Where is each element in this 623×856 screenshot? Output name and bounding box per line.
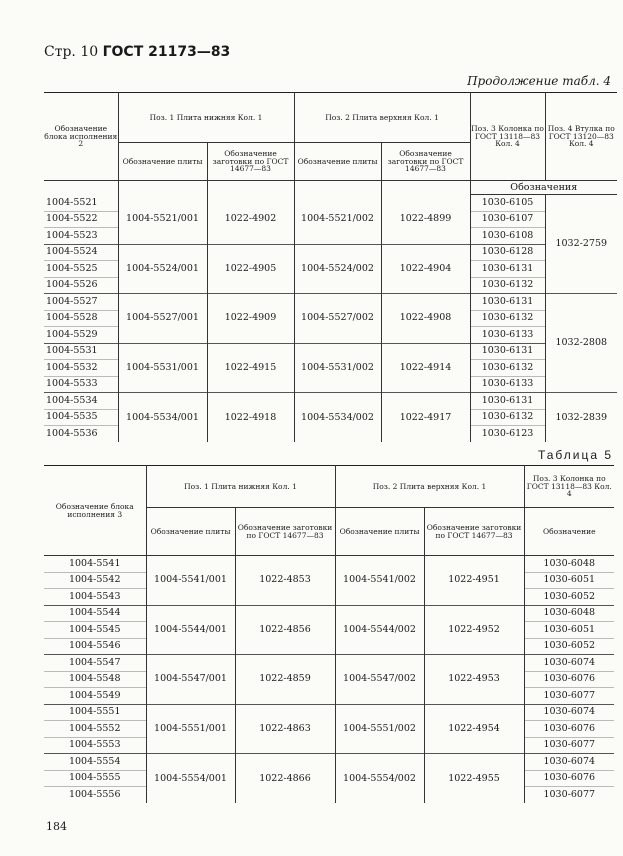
column-designation: 1030-6077 bbox=[524, 688, 614, 705]
upper-plate-designation: 1004-5544/002 bbox=[335, 605, 424, 655]
upper-plate-designation: 1004-5524/002 bbox=[294, 244, 381, 294]
column-designation: 1030-6132 bbox=[470, 360, 545, 377]
column-designation: 1030-6052 bbox=[524, 638, 614, 655]
block-designation: 1004-5553 bbox=[44, 737, 146, 754]
upper-plate-designation: 1004-5541/002 bbox=[335, 556, 424, 606]
block-designation: 1004-5548 bbox=[44, 671, 146, 688]
column-designation: 1030-6132 bbox=[470, 409, 545, 426]
upper-plate-designation: 1004-5531/002 bbox=[294, 343, 381, 393]
block-designation: 1004-5528 bbox=[44, 310, 118, 327]
column-designation: 1030-6074 bbox=[524, 754, 614, 771]
table-row bbox=[44, 393, 617, 410]
header-block-designation: Обозначение блока исполнения 2 bbox=[44, 93, 118, 181]
upper-blank-designation: 1022-4952 bbox=[424, 605, 524, 655]
lower-blank-designation: 1022-4909 bbox=[207, 294, 294, 344]
table-5-title: Таблица 5 bbox=[537, 448, 613, 462]
table-row bbox=[44, 195, 617, 212]
block-designation: 1004-5523 bbox=[44, 228, 118, 245]
block-designation: 1004-5546 bbox=[44, 638, 146, 655]
upper-blank-designation: 1022-4951 bbox=[424, 556, 524, 606]
block-designation: 1004-5554 bbox=[44, 754, 146, 771]
header-blank-designation-1: Обозначение заготовки по ГОСТ 14677—83 bbox=[235, 508, 335, 556]
header-pos4: Поз. 4 Втулка по ГОСТ 13120—83 Кол. 4 bbox=[545, 93, 617, 181]
header-plate-designation-2: Обозначение плиты bbox=[294, 143, 381, 181]
lower-plate-designation: 1004-5524/001 bbox=[118, 244, 207, 294]
column-designation: 1030-6108 bbox=[470, 228, 545, 245]
block-designation: 1004-5555 bbox=[44, 770, 146, 787]
column-designation: 1030-6051 bbox=[524, 572, 614, 589]
lower-blank-designation: 1022-4856 bbox=[235, 605, 335, 655]
table-row bbox=[44, 244, 617, 261]
column-designation: 1030-6132 bbox=[470, 277, 545, 294]
column-designation: 1030-6131 bbox=[470, 294, 545, 311]
column-designation: 1030-6076 bbox=[524, 770, 614, 787]
page-header bbox=[44, 44, 230, 60]
header-pos1: Поз. 1 Плита нижняя Кол. 1 bbox=[118, 93, 294, 143]
table-row bbox=[44, 294, 617, 311]
table-4 bbox=[44, 92, 617, 442]
bushing-designation: 1032-2808 bbox=[545, 294, 617, 393]
block-designation: 1004-5551 bbox=[44, 704, 146, 721]
upper-plate-designation: 1004-5527/002 bbox=[294, 294, 381, 344]
lower-blank-designation: 1022-4918 bbox=[207, 393, 294, 443]
upper-blank-designation: 1022-4954 bbox=[424, 704, 524, 754]
lower-plate-designation: 1004-5534/001 bbox=[118, 393, 207, 443]
block-designation: 1004-5536 bbox=[44, 426, 118, 443]
block-designation: 1004-5526 bbox=[44, 277, 118, 294]
table-row bbox=[44, 343, 617, 360]
header-designation: Обозначения bbox=[470, 181, 617, 195]
column-designation: 1030-6077 bbox=[524, 787, 614, 804]
column-designation: 1030-6076 bbox=[524, 721, 614, 738]
lower-blank-designation: 1022-4905 bbox=[207, 244, 294, 294]
spacer-cell bbox=[294, 181, 381, 195]
column-designation: 1030-6105 bbox=[470, 195, 545, 212]
lower-blank-designation: 1022-4902 bbox=[207, 195, 294, 245]
header-blank-designation-2: Обозначение заготовки по ГОСТ 14677—83 bbox=[381, 143, 470, 181]
column-designation: 1030-6107 bbox=[470, 211, 545, 228]
block-designation: 1004-5525 bbox=[44, 261, 118, 278]
header-pos3: Поз. 3 Колонка по ГОСТ 13118—83 Кол. 4 bbox=[524, 466, 614, 508]
upper-blank-designation: 1022-4917 bbox=[381, 393, 470, 443]
header-pos2: Поз. 2 Плита верхняя Кол. 1 bbox=[294, 93, 470, 143]
block-designation: 1004-5535 bbox=[44, 409, 118, 426]
block-designation: 1004-5552 bbox=[44, 721, 146, 738]
upper-blank-designation: 1022-4953 bbox=[424, 655, 524, 705]
lower-plate-designation: 1004-5547/001 bbox=[146, 655, 235, 705]
upper-plate-designation: 1004-5554/002 bbox=[335, 754, 424, 804]
page-prefix: Стр. 10 bbox=[44, 44, 99, 60]
column-designation: 1030-6052 bbox=[524, 589, 614, 606]
header-blank-designation-1: Обозначение заготовки по ГОСТ 14677—83 bbox=[207, 143, 294, 181]
page-number: 184 bbox=[46, 820, 67, 833]
block-designation: 1004-5541 bbox=[68, 557, 121, 569]
spacer-cell bbox=[44, 181, 118, 195]
upper-plate-designation: 1004-5547/002 bbox=[335, 655, 424, 705]
block-designation: 1004-5531 bbox=[44, 343, 118, 360]
header-plate-designation-2: Обозначение плиты bbox=[335, 508, 424, 556]
block-designation: 1004-5521 bbox=[46, 196, 98, 208]
header-designation: Обозначение bbox=[524, 508, 614, 556]
lower-blank-designation: 1022-4853 bbox=[235, 556, 335, 606]
column-designation: 1030-6077 bbox=[524, 737, 614, 754]
table-row bbox=[44, 605, 614, 622]
upper-blank-designation: 1022-4914 bbox=[381, 343, 470, 393]
column-designation: 1030-6132 bbox=[470, 310, 545, 327]
lower-plate-designation: 1004-5551/001 bbox=[146, 704, 235, 754]
lower-plate-designation: 1004-5554/001 bbox=[146, 754, 235, 804]
column-designation: 1030-6131 bbox=[470, 343, 545, 360]
column-designation: 1030-6048 bbox=[524, 605, 614, 622]
upper-plate-designation: 1004-5534/002 bbox=[294, 393, 381, 443]
lower-plate-designation: 1004-5531/001 bbox=[118, 343, 207, 393]
table-row bbox=[44, 754, 614, 771]
table-5 bbox=[44, 465, 614, 803]
bushing-designation: 1032-2839 bbox=[545, 393, 617, 443]
lower-plate-designation: 1004-5541/001 bbox=[146, 556, 235, 606]
lower-plate-designation: 1004-5521/001 bbox=[118, 195, 207, 245]
block-designation: 1004-5542 bbox=[44, 572, 146, 589]
bushing-designation: 1032-2759 bbox=[545, 195, 617, 294]
spacer-cell bbox=[118, 181, 207, 195]
upper-blank-designation: 1022-4899 bbox=[381, 195, 470, 245]
block-designation: 1004-5522 bbox=[44, 211, 118, 228]
spacer-cell bbox=[381, 181, 470, 195]
upper-plate-designation: 1004-5521/002 bbox=[294, 195, 381, 245]
header-pos3: Поз. 3 Колонка по ГОСТ 13118—83 Кол. 4 bbox=[470, 93, 545, 181]
upper-blank-designation: 1022-4904 bbox=[381, 244, 470, 294]
column-designation: 1030-6133 bbox=[470, 327, 545, 344]
header-plate-designation-1: Обозначение плиты bbox=[118, 143, 207, 181]
block-designation: 1004-5527 bbox=[44, 294, 118, 311]
block-designation: 1004-5544 bbox=[44, 605, 146, 622]
table-row bbox=[44, 655, 614, 672]
header-blank-designation-2: Обозначение заготовки по ГОСТ 14677—83 bbox=[424, 508, 524, 556]
column-designation: 1030-6131 bbox=[470, 261, 545, 278]
spacer-cell bbox=[207, 181, 294, 195]
upper-plate-designation: 1004-5551/002 bbox=[335, 704, 424, 754]
block-designation: 1004-5529 bbox=[44, 327, 118, 344]
column-designation: 1030-6074 bbox=[524, 704, 614, 721]
block-designation: 1004-5532 bbox=[44, 360, 118, 377]
column-designation: 1030-6128 bbox=[470, 244, 545, 261]
header-pos1: Поз. 1 Плита нижняя Кол. 1 bbox=[146, 466, 335, 508]
block-designation: 1004-5533 bbox=[44, 376, 118, 393]
block-designation: 1004-5545 bbox=[44, 622, 146, 639]
column-designation: 1030-6048 bbox=[524, 556, 614, 573]
header-pos2: Поз. 2 Плита верхняя Кол. 1 bbox=[335, 466, 524, 508]
upper-blank-designation: 1022-4955 bbox=[424, 754, 524, 804]
lower-blank-designation: 1022-4859 bbox=[235, 655, 335, 705]
header-block-designation: Обозначение блока исполнения 3 bbox=[44, 466, 146, 556]
block-designation: 1004-5524 bbox=[44, 244, 118, 261]
block-designation: 1004-5556 bbox=[44, 787, 146, 804]
column-designation: 1030-6051 bbox=[524, 622, 614, 639]
lower-plate-designation: 1004-5544/001 bbox=[146, 605, 235, 655]
header-plate-designation-1: Обозначение плиты bbox=[146, 508, 235, 556]
table-row bbox=[44, 704, 614, 721]
lower-blank-designation: 1022-4866 bbox=[235, 754, 335, 804]
column-designation: 1030-6133 bbox=[470, 376, 545, 393]
lower-blank-designation: 1022-4915 bbox=[207, 343, 294, 393]
column-designation: 1030-6131 bbox=[470, 393, 545, 410]
block-designation: 1004-5543 bbox=[44, 589, 146, 606]
lower-blank-designation: 1022-4863 bbox=[235, 704, 335, 754]
lower-plate-designation: 1004-5527/001 bbox=[118, 294, 207, 344]
continuation-label: Продолжение табл. 4 bbox=[467, 74, 611, 88]
table-row bbox=[44, 556, 614, 573]
block-designation: 1004-5549 bbox=[44, 688, 146, 705]
upper-blank-designation: 1022-4908 bbox=[381, 294, 470, 344]
column-designation: 1030-6123 bbox=[470, 426, 545, 443]
column-designation: 1030-6076 bbox=[524, 671, 614, 688]
block-designation: 1004-5547 bbox=[44, 655, 146, 672]
standard-number: ГОСТ 21173—83 bbox=[102, 44, 231, 60]
block-designation: 1004-5534 bbox=[44, 393, 118, 410]
column-designation: 1030-6074 bbox=[524, 655, 614, 672]
